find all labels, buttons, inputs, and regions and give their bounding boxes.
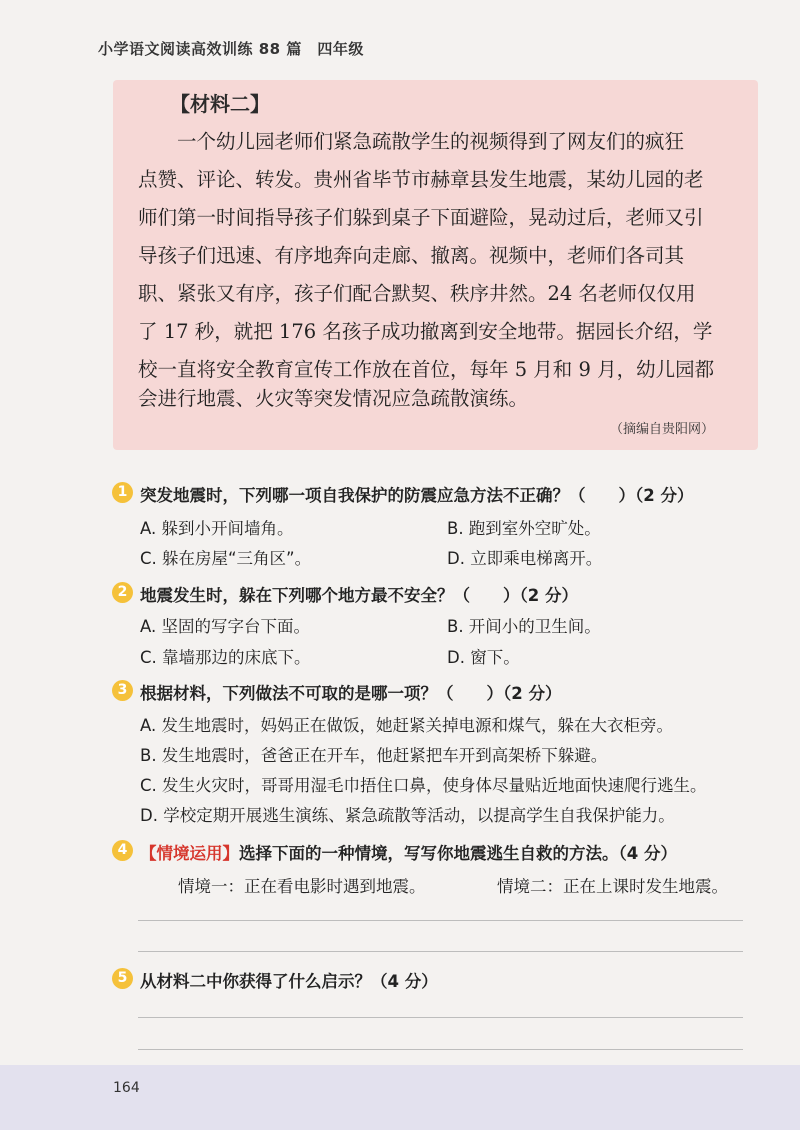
question-number-badge: 1 <box>112 482 133 503</box>
footer-band <box>0 1065 800 1130</box>
scenario-one: 情境一：正在看电影时遇到地震。 <box>178 877 426 896</box>
answer-line[interactable] <box>138 951 743 952</box>
option-a: A. 发生地震时，妈妈正在做饭，她赶紧关掉电源和煤气，躲在大衣柜旁。 <box>140 716 673 735</box>
option-c: C. 躲在房屋“三角区”。 <box>140 549 312 568</box>
answer-line[interactable] <box>138 920 743 921</box>
material-line: 职、紧张又有序，孩子们配合默契、秩序井然。24 名老师仅仅用 <box>138 282 696 305</box>
question-text: 突发地震时，下列哪一项自我保护的防震应急方法不正确？（ ）（2 分） <box>140 486 694 505</box>
option-c: C. 发生火灾时，哥哥用湿毛巾捂住口鼻，使身体尽量贴近地面快速爬行逃生。 <box>140 776 707 795</box>
question-number-badge: 4 <box>112 840 133 861</box>
material-line: 会进行地震、火灾等突发情况应急疏散演练。 <box>138 387 529 410</box>
option-a: A. 躲到小开间墙角。 <box>140 519 294 538</box>
material-line: 点赞、评论、转发。贵州省毕节市赫章县发生地震，某幼儿园的老 <box>138 168 704 191</box>
question-text-body: 选择下面的一种情境，写写你地震逃生自救的方法。（4 分） <box>239 844 677 863</box>
question-text: 地震发生时，躲在下列哪个地方最不安全？（ ）（2 分） <box>140 586 578 605</box>
option-d: D. 窗下。 <box>447 648 520 667</box>
option-d: D. 学校定期开展逃生演练、紧急疏散等活动，以提高学生自我保护能力。 <box>140 806 675 825</box>
question-text <box>140 840 677 864</box>
scenario-two: 情境二：正在上课时发生地震。 <box>497 877 728 896</box>
running-head: 小学语文阅读高效训练 88 篇 四年级 <box>98 40 364 58</box>
question-number-badge: 2 <box>112 582 133 603</box>
answer-line[interactable] <box>138 1017 743 1018</box>
option-b: B. 开间小的卫生间。 <box>447 617 601 636</box>
page-number: 164 <box>113 1080 140 1096</box>
material-line: 师们第一时间指导孩子们躲到桌子下面避险，晃动过后，老师又引 <box>138 206 704 229</box>
question-number-badge: 3 <box>112 680 133 701</box>
question-number-badge: 5 <box>112 968 133 989</box>
material-title: 【材料二】 <box>170 92 270 116</box>
question-text: 从材料二中你获得了什么启示？（4 分） <box>140 972 438 991</box>
material-line: 导孩子们迅速、有序地奔向走廊、撤离。视频中，老师们各司其 <box>138 244 685 267</box>
option-a: A. 坚固的写字台下面。 <box>140 617 310 636</box>
option-b: B. 跑到室外空旷处。 <box>447 519 601 538</box>
option-d: D. 立即乘电梯离开。 <box>447 549 603 568</box>
option-c: C. 靠墙那边的床底下。 <box>140 648 311 667</box>
option-b: B. 发生地震时，爸爸正在开车，他赶紧把车开到高架桥下躲避。 <box>140 746 608 765</box>
question-text: 根据材料，下列做法不可取的是哪一项？（ ）（2 分） <box>140 684 562 703</box>
material-source: （摘编自贵阳网） <box>610 422 715 437</box>
scenario-tag: 【情境运用】 <box>140 844 239 863</box>
answer-line[interactable] <box>138 1049 743 1050</box>
material-line: 一个幼儿园老师们紧急疏散学生的视频得到了网友们的疯狂 <box>138 130 685 153</box>
material-line: 校一直将安全教育宣传工作放在首位，每年 5 月和 9 月，幼儿园都 <box>138 358 715 381</box>
material-line: 了 17 秒，就把 176 名孩子成功撤离到安全地带。据园长介绍，学 <box>138 320 713 343</box>
